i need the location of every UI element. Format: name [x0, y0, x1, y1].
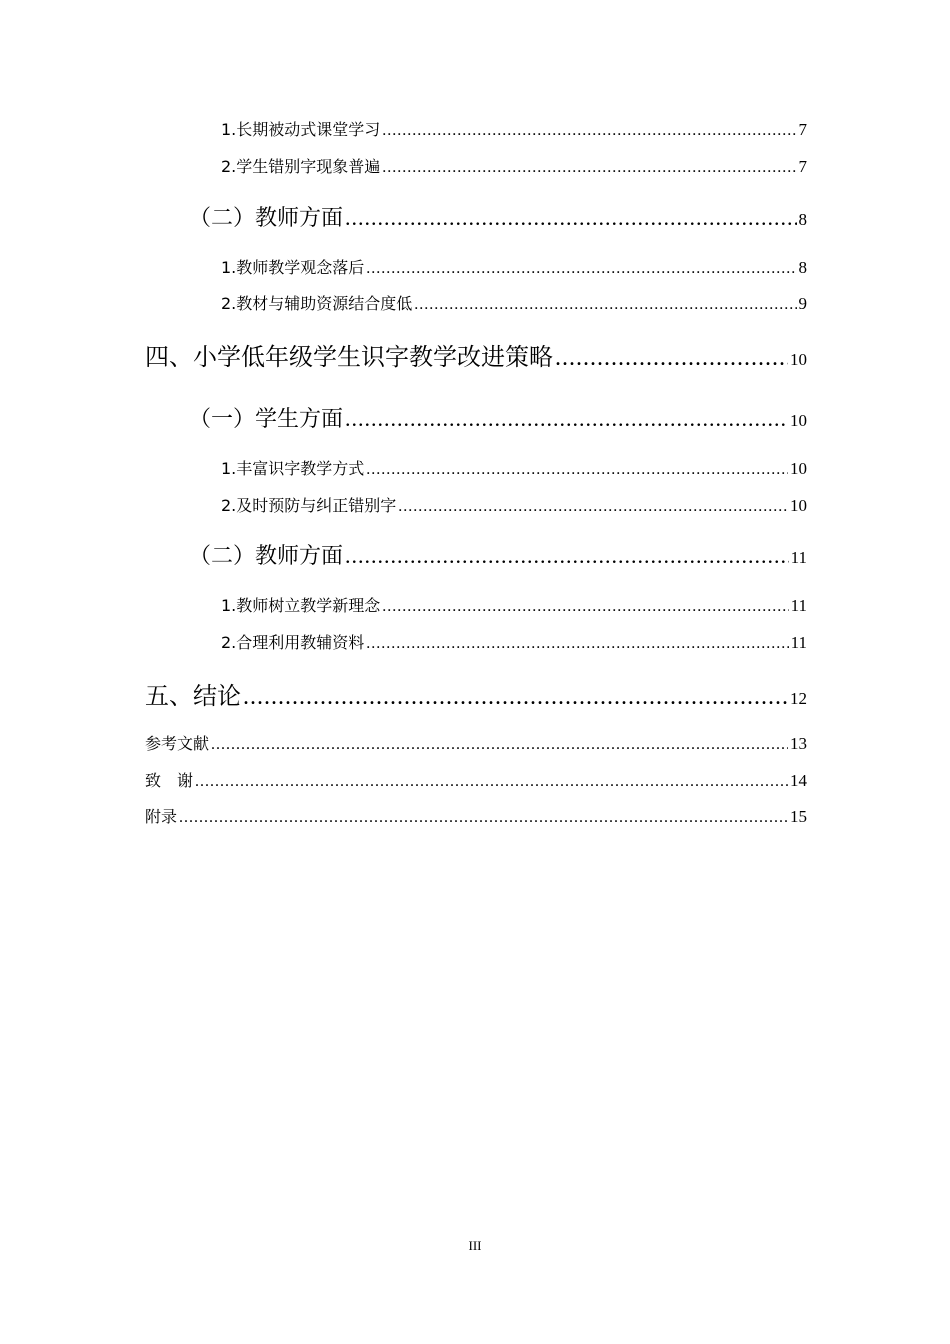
toc-entry[interactable]: [189, 539, 807, 570]
toc-entry-title: 小学低年级学生识字教学改进策略: [193, 343, 553, 371]
toc-entry-number: 2.: [221, 157, 237, 176]
toc-entry[interactable]: [221, 493, 807, 516]
toc-entry-number: （二）: [189, 544, 256, 569]
toc-leader-dots: [195, 773, 788, 791]
toc-entry-page: 12: [790, 689, 807, 708]
toc-entry[interactable]: [221, 593, 807, 616]
toc-entry[interactable]: [145, 676, 807, 711]
toc-entry-page: 11: [790, 596, 807, 615]
toc-entry[interactable]: [189, 402, 807, 433]
toc-entry-title: 教师树立教学新理念: [236, 596, 381, 615]
toc-entry-title: 附录: [145, 807, 178, 826]
toc-entry[interactable]: [221, 291, 807, 314]
toc-entry-title: 教师教学观念落后: [236, 258, 365, 277]
toc-leader-dots: [179, 809, 788, 827]
toc-entry[interactable]: [221, 630, 807, 653]
toc-entry-number: 五、: [145, 682, 193, 710]
toc-leader-dots: [366, 635, 788, 653]
toc-leader-dots: [382, 598, 788, 616]
toc-entry[interactable]: [221, 255, 807, 278]
toc-leader-dots: [414, 296, 796, 314]
toc-entry[interactable]: [221, 117, 807, 140]
toc-entry-title: 致 谢: [145, 771, 194, 790]
toc-entry[interactable]: [221, 456, 807, 479]
toc-entry-page: 7: [798, 157, 807, 176]
toc-entry-title: 教师方面: [255, 544, 344, 569]
toc-leader-dots: [382, 159, 796, 177]
toc-leader-dots: [345, 543, 789, 569]
toc-entry-number: 1.: [221, 596, 237, 615]
toc-entry-number: 2.: [221, 633, 237, 652]
toc-leader-dots: [398, 498, 788, 516]
toc-entry[interactable]: [221, 154, 807, 177]
toc-entry-page: 11: [790, 548, 807, 567]
toc-entry-title: 教师方面: [255, 206, 344, 231]
toc-leader-dots: [211, 736, 788, 754]
toc-leader-dots: [366, 260, 796, 278]
toc-entry-title: 合理利用教辅资料: [236, 633, 365, 652]
toc-entry-title: 及时预防与纠正错别字: [236, 496, 397, 515]
toc-entry[interactable]: [189, 201, 807, 232]
toc-entry-number: （一）: [189, 407, 256, 432]
toc-entry-title: 丰富识字教学方式: [236, 459, 365, 478]
toc-entry-page: 10: [790, 459, 807, 478]
toc-entry-page: 9: [798, 294, 807, 313]
toc-entry[interactable]: [145, 768, 807, 791]
toc-entry-title: 结论: [193, 682, 241, 710]
toc-entry-page: 10: [790, 496, 807, 515]
toc-leader-dots: [243, 684, 788, 711]
toc-entry-page: 13: [790, 734, 807, 753]
toc-entry-title: 参考文献: [145, 734, 210, 753]
toc-entry-number: 1.: [221, 459, 237, 478]
toc-entry-title: 学生错别字现象普遍: [236, 157, 381, 176]
toc-entry-title: 教材与辅助资源结合度低: [236, 294, 413, 313]
toc-entry-page: 8: [798, 210, 807, 229]
toc-entry-page: 10: [790, 350, 807, 369]
toc-entry-page: 11: [790, 633, 807, 652]
toc-entry-page: 14: [790, 771, 807, 790]
toc-entry[interactable]: [145, 337, 807, 372]
toc-entry-number: 2.: [221, 294, 237, 313]
toc-entry-page: 8: [798, 258, 807, 277]
toc-entry-page: 10: [790, 411, 807, 430]
toc-entry[interactable]: [145, 731, 807, 754]
toc-entry-page: 15: [790, 807, 807, 826]
toc-leader-dots: [555, 345, 788, 372]
toc-entry-number: 2.: [221, 496, 237, 515]
toc-leader-dots: [345, 406, 788, 432]
toc-entry-title: 学生方面: [255, 407, 344, 432]
toc-leader-dots: [345, 205, 796, 231]
toc-entry-title: 长期被动式课堂学习: [236, 120, 381, 139]
toc-entry-number: 四、: [145, 343, 193, 371]
toc-entry-number: 1.: [221, 258, 237, 277]
toc-entry-page: 7: [798, 120, 807, 139]
page-number-footer: III: [468, 1238, 482, 1253]
toc-entry-number: （二）: [189, 206, 256, 231]
toc-entry[interactable]: [145, 804, 807, 827]
toc-leader-dots: [382, 122, 796, 140]
toc-entry-number: 1.: [221, 120, 237, 139]
toc-leader-dots: [366, 461, 788, 479]
